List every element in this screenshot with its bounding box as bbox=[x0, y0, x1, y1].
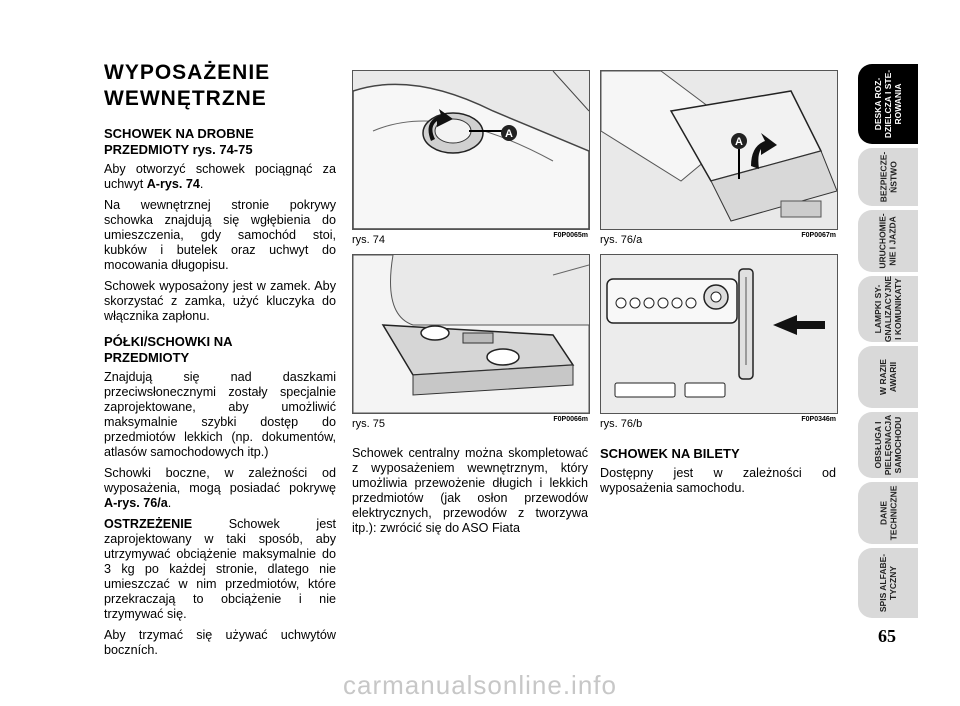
paragraph: Dostępny jest w zależności od wyposażenia samochodu. bbox=[600, 466, 836, 495]
figure-76b-ticket-holder bbox=[600, 254, 838, 414]
paragraph: Schowki boczne, w zależności od wyposażenia, mogą posiadać pokrywę A-rys. 76/a. bbox=[104, 466, 336, 510]
paragraph: Schowek wyposażony jest w zamek. Aby skorzystać z zamka, użyć kluczyka do włącznika zapłonu. bbox=[104, 279, 336, 323]
right-column bbox=[600, 70, 836, 502]
page-title: WYPOSAŻENIE WEWNĘTRZNE bbox=[104, 61, 271, 110]
left-column bbox=[104, 60, 336, 664]
figure-74-glovebox bbox=[352, 70, 590, 230]
paragraph: Na wewnętrznej stronie pokrywy schowka znajdują się wgłębienia do umieszczenia, gdy samochód stoi, kubków i butelek oraz uchwyt do mocowania długopisu. bbox=[104, 198, 336, 272]
tab-emergency[interactable]: W RAZIE AWARII bbox=[858, 346, 918, 408]
tab-warning-lights[interactable]: LAMPKI SY- GNALIZACYJNE I KOMUNIKATY bbox=[858, 276, 918, 342]
tab-safety[interactable]: BEZPIECZE- ŃSTWO bbox=[858, 148, 918, 206]
tab-technical-data[interactable]: DANE TECHNICZNE bbox=[858, 482, 918, 544]
section-heading-shelves: PÓŁKI/SCHOWKI NA PRZEDMIOTY bbox=[104, 334, 233, 365]
tab-starting-driving[interactable]: URUCHOMIE- NIE I JAZDA bbox=[858, 210, 918, 272]
section-heading-tickets: SCHOWEK NA BILETY bbox=[600, 446, 740, 461]
paragraph: Aby trzymać się używać uchwytów boczních. bbox=[104, 628, 336, 657]
tab-maintenance[interactable]: OBSŁUGA I PIELĘGNACJA SAMOCHODU bbox=[858, 412, 918, 478]
figure-label-a: A bbox=[735, 136, 743, 148]
figure-label-a: A bbox=[505, 128, 513, 140]
page-number: 65 bbox=[878, 626, 896, 646]
warning-paragraph: OSTRZEŻENIE Schowek jest zaprojektowany w taki sposób, aby utrzymywać obciążenie maksymalnie do 3 kg po każdej stronie, dlatego nie umieszczać w nim przedmiotów, które przekraczają to obciążenie i nie trzymywać się. bbox=[104, 517, 336, 621]
paragraph: Znajdują się nad daszkami przeciwsłonecznymi zostały specjalnie zaprojektowane, aby umożliwić maksymalnie szybki dostęp do przedmiotów lekkich (np. dokumentów, atlasów samochodowych itp.) bbox=[104, 370, 336, 459]
tab-dashboard-controls[interactable]: DESKA ROZ- DZIELCZA I STE- ROWANIA bbox=[858, 64, 918, 144]
section-heading-small-items: SCHOWEK NA DROBNE PRZEDMIOTY rys. 74-75 bbox=[104, 126, 254, 157]
middle-column bbox=[352, 70, 588, 542]
tab-index[interactable]: SPIS ALFABE- TYCZNY bbox=[858, 548, 918, 618]
figure-caption: rys. 76/b F0P0346m bbox=[600, 416, 836, 430]
watermark: carmanualsonline.info bbox=[343, 670, 617, 700]
figure-75-central-compartment bbox=[352, 254, 590, 414]
figure-caption: rys. 74 F0P0065m bbox=[352, 232, 588, 246]
figure-caption: rys. 76/a F0P0067m bbox=[600, 232, 836, 246]
paragraph: Aby otworzyć schowek pociągnąć za uchwyt A-rys. 74. bbox=[104, 162, 336, 191]
figure-76a-side-compartment bbox=[600, 70, 838, 230]
figure-caption: rys. 75 F0P0066m bbox=[352, 416, 588, 430]
center-compartment-text: Schowek centralny można skompletować z wyposażeniem wewnętrznym, który umożliwia przewożenie długich i lekkich przedmiotów (jak osłon przewodów elektrycznych, przewodów z tworzywa itp.): zwrócić się do ASO Fiata bbox=[352, 446, 588, 535]
